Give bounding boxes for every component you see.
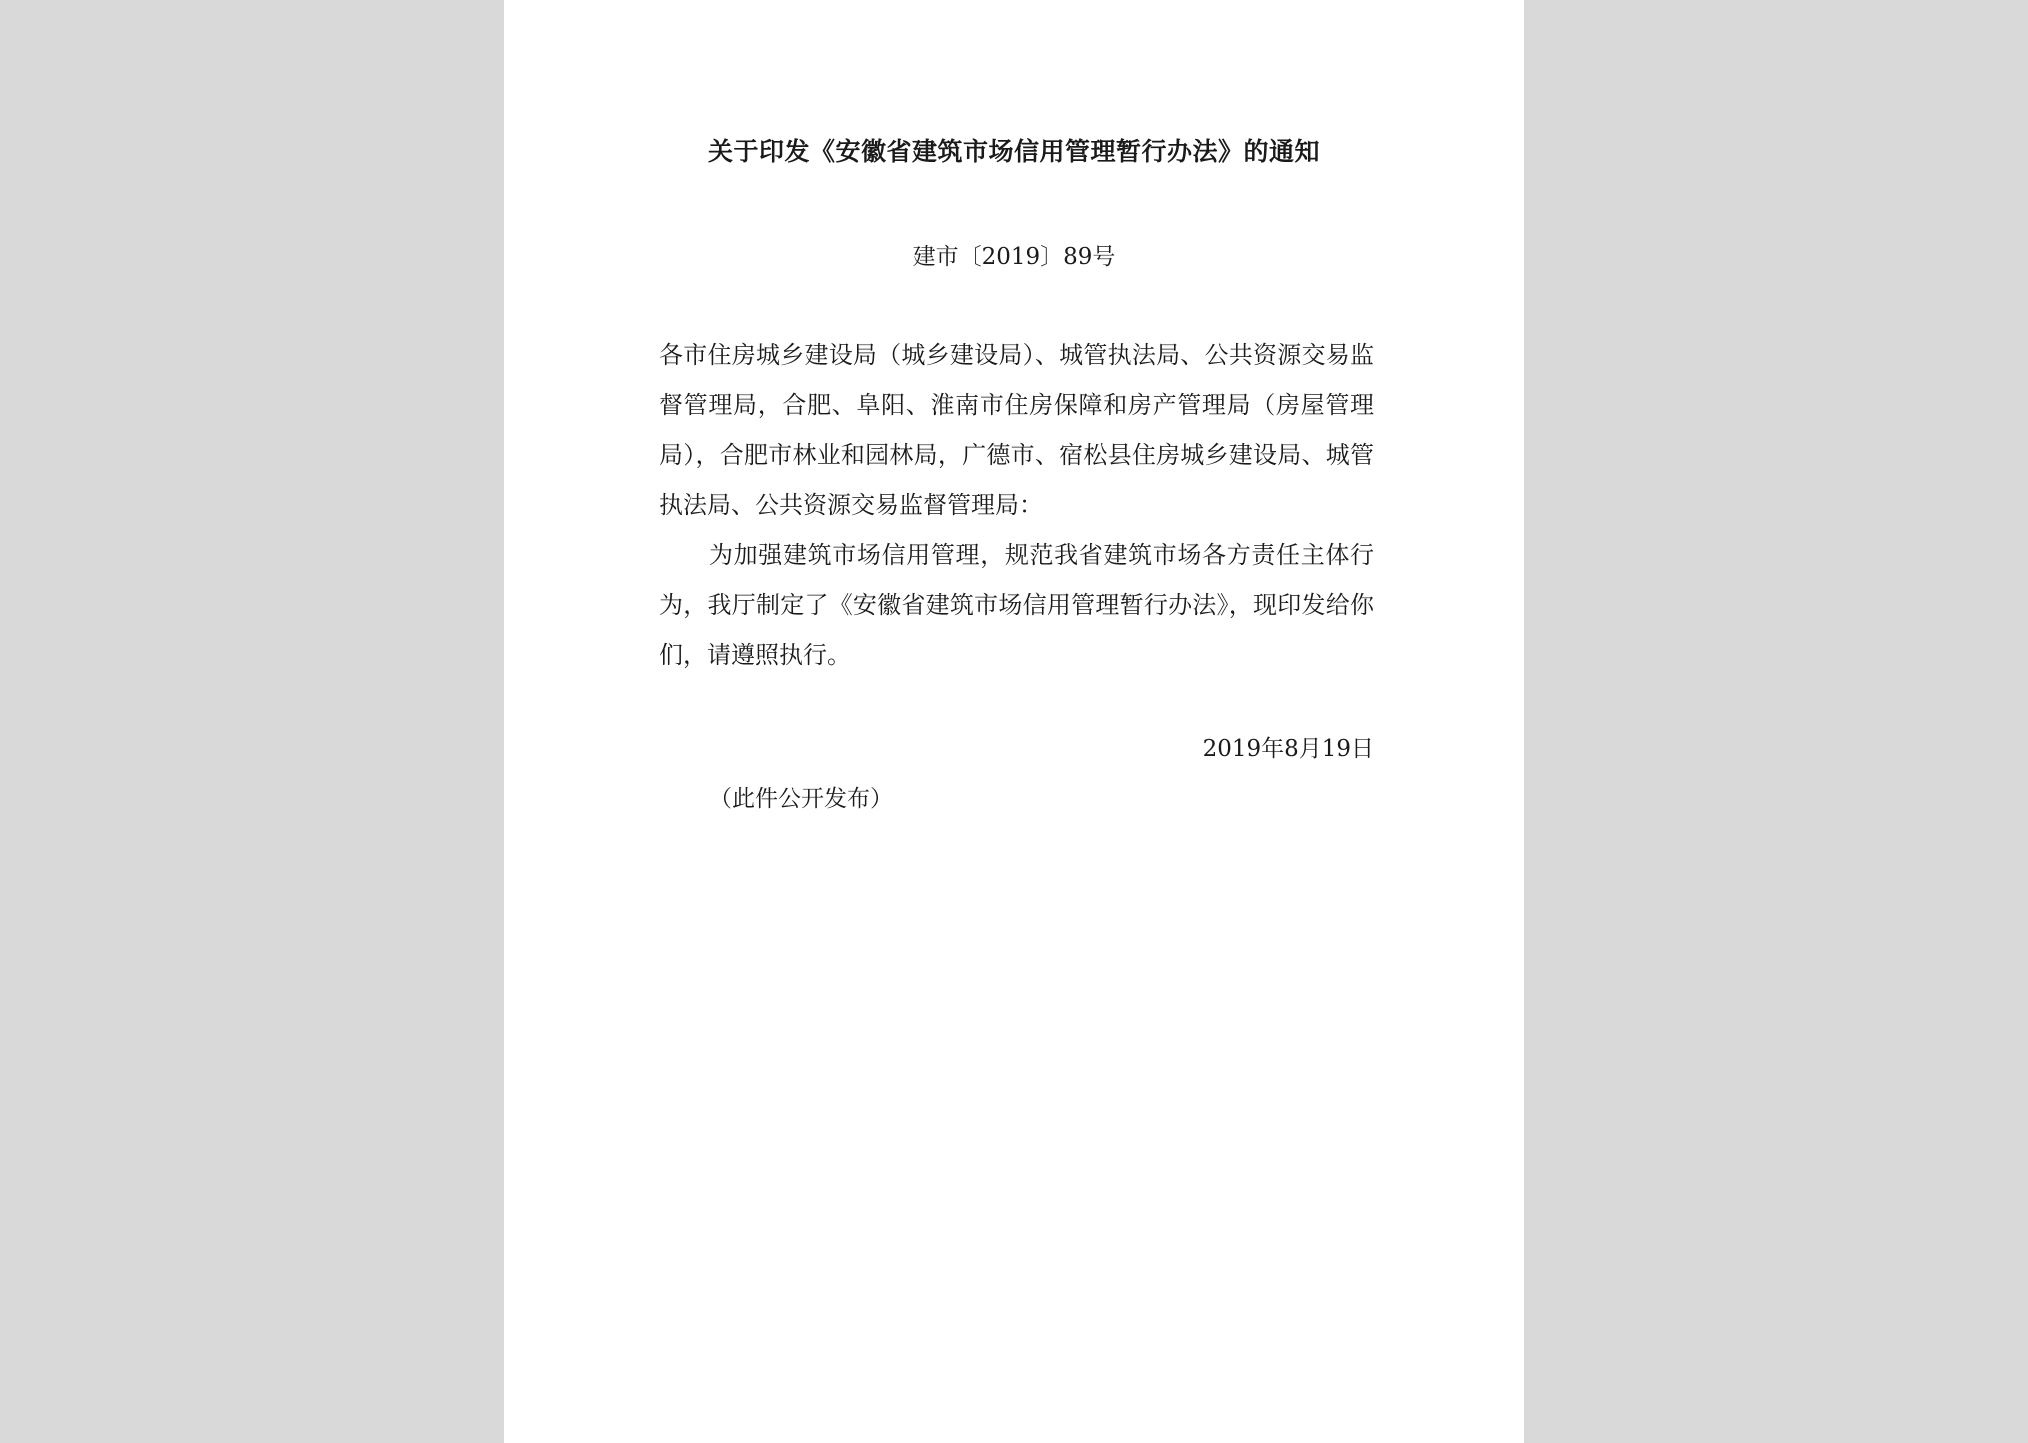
body-paragraph: 为加强建筑市场信用管理，规范我省建筑市场各方责任主体行为，我厅制定了《安徽省建筑市场信用管理暂行办法》，现印发给你们，请遵照执行。 bbox=[659, 541, 1374, 669]
document-title: 关于印发《安徽省建筑市场信用管理暂行办法》的通知 bbox=[707, 137, 1320, 166]
recipients-paragraph: 各市住房城乡建设局（城乡建设局）、城管执法局、公共资源交易监督管理局，合肥、阜阳、淮南市住房保障和房产管理局（房屋管理局），合肥市林业和园林局，广德市、宿松县住房城乡建设局、城管执法局、公共资源交易监督管理局： bbox=[659, 341, 1374, 519]
issue-date: 2019年8月19日 bbox=[1202, 736, 1374, 762]
document-number: 建市〔2019〕89号 bbox=[912, 244, 1116, 270]
document-page bbox=[504, 0, 1524, 1443]
publish-note: （此件公开发布） bbox=[709, 786, 893, 812]
